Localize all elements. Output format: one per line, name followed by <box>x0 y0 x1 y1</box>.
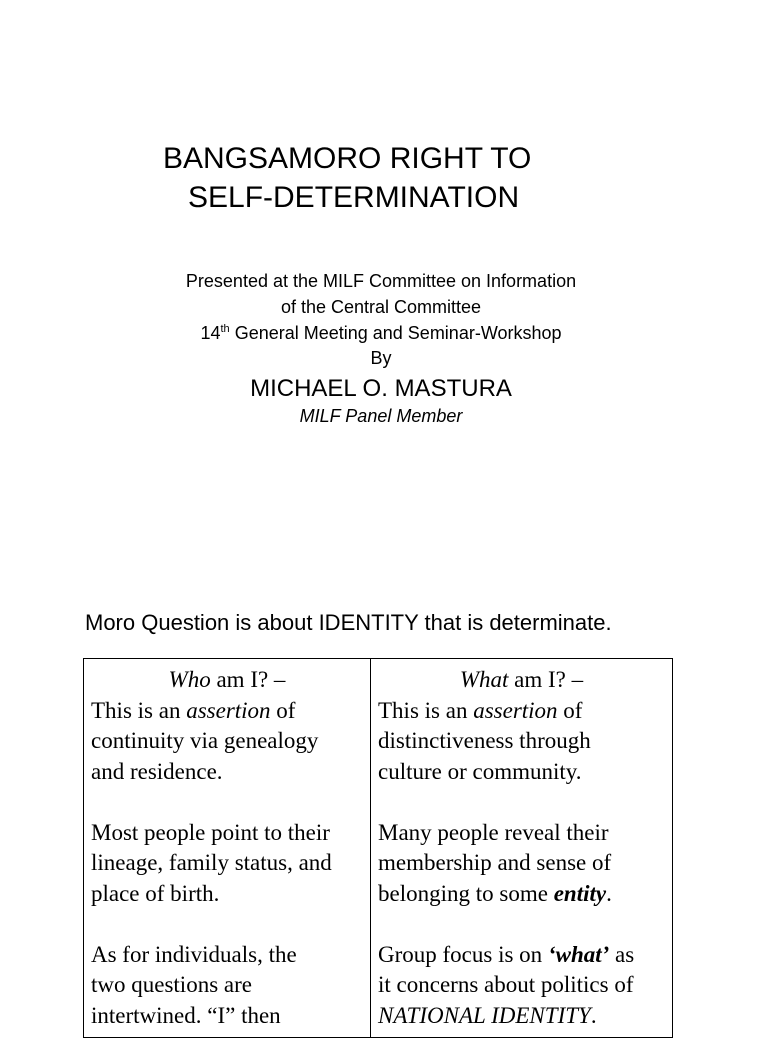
moro-question-statement: Moro Question is about IDENTITY that is determinate. <box>85 610 612 635</box>
paragraph-assertion-continuity: This is an assertion of continuity via genealogy and residence. <box>91 697 319 784</box>
author-name: MICHAEL O. MASTURA <box>250 375 512 402</box>
column-heading-who: Who am I? – <box>168 667 286 692</box>
table-column-who <box>84 659 371 1037</box>
document-title-line-1: BANGSAMORO RIGHT TO <box>163 142 532 175</box>
document-title-line-2: SELF-DETERMINATION <box>188 181 520 214</box>
meeting-name: General Meeting and Seminar-Workshop <box>229 323 562 343</box>
table-column-what <box>371 659 672 1037</box>
paragraph-membership: Many people reveal their membership and sense of belonging to some entity. <box>378 819 612 906</box>
presentation-line-1: Presented at the MILF Committee on Information <box>185 271 577 291</box>
paragraph-group-focus: Group focus is on ‘what’ as it concerns about politics of NATIONAL IDENTITY. <box>378 941 635 1028</box>
ordinal-suffix: th <box>220 323 230 335</box>
paragraph-lineage: Most people point to their lineage, family status, and place of birth. <box>91 819 332 906</box>
author-role: MILF Panel Member <box>299 406 463 426</box>
column-heading-what: What am I? – <box>459 667 584 692</box>
ordinal-number: 14 <box>200 323 221 343</box>
presentation-line-3 <box>0 322 762 344</box>
paragraph-individuals: As for individuals, the two questions are intertwined. “I” then <box>91 941 297 1028</box>
by-label: By <box>370 348 392 368</box>
identity-table <box>83 658 673 1038</box>
paragraph-assertion-distinctiveness: This is an assertion of distinctiveness through culture or community. <box>378 697 591 784</box>
presentation-line-2: of the Central Committee <box>280 297 482 317</box>
